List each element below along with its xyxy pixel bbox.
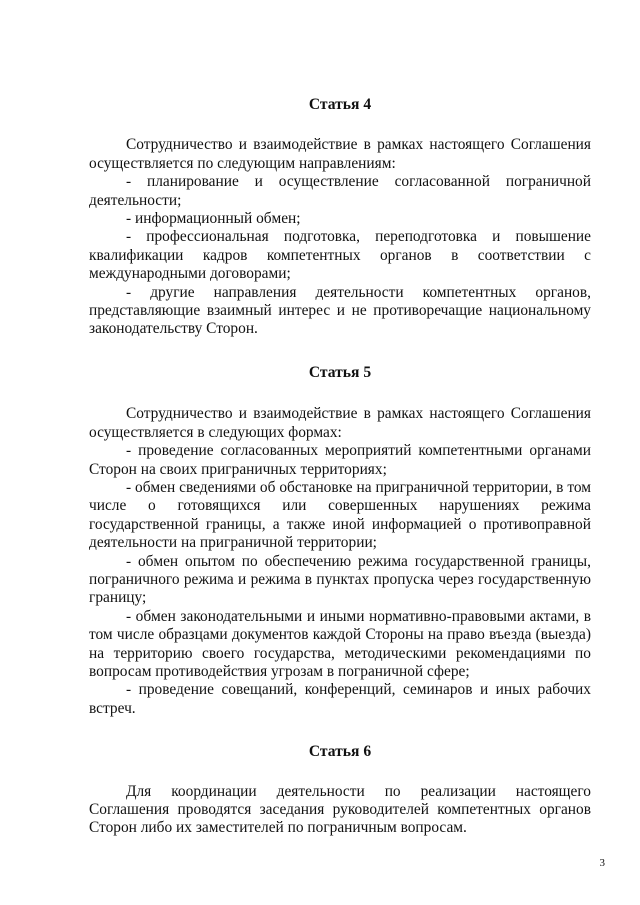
article-4-paragraph: Сотрудничество и взаимодействие в рамках настоящего Соглашения осуществляется по следующим направлениям: [89, 136, 591, 172]
article-5-paragraph: - обмен опытом по обеспечению режима государственной границы, пограничного режима и режима в пунктах пропуска через государственную границу; [89, 552, 591, 607]
article-5-title: Статья 5 [308, 363, 372, 381]
article-4-title: Статья 4 [308, 96, 372, 113]
article-4-paragraph: - профессиональная подготовка, переподготовка и повышение квалификации кадров компетентных органов в соответствии с международными договорами; [89, 228, 591, 283]
article-4-paragraph: - информационный обмен; [126, 210, 301, 228]
article-4-paragraph: - другие направления деятельности компетентных органов, представляющие взаимный интерес и не противоречащие национальному законодательству Сторон. [89, 283, 591, 338]
article-5 [89, 364, 591, 718]
article-4-paragraph: - планирование и осуществление согласованной пограничной деятельности; [89, 173, 591, 209]
article-5-paragraph: - обмен сведениями об обстановке на приграничной территории, в том числе о готовящихся или совершенных нарушениях режима государственной границы, а также иной информацией о противоправной деятельности на приграничной территории; [89, 478, 591, 552]
article-4 [89, 96, 591, 339]
article-6-paragraph: Для координации деятельности по реализации настоящего Соглашения проводятся заседания руководителей компетентных органов Сторон либо их заместителей по пограничным вопросам. [89, 782, 591, 837]
document-page [89, 96, 591, 838]
article-5-paragraph: Сотрудничество и взаимодействие в рамках настоящего Соглашения осуществляется в следующих формах: [89, 405, 591, 441]
article-5-paragraph: - проведение совещаний, конференций, семинаров и иных рабочих встреч. [89, 681, 591, 717]
article-6 [89, 743, 591, 838]
article-6-title: Статья 6 [308, 743, 372, 761]
article-5-paragraph: - обмен законодательными и иными нормативно-правовыми актами, в том числе образцами документов каждой Стороны на право въезда (выезда) на территорию своего государства, методическими рекомендациями по вопросам противодействия угрозам в пограничной сфере; [89, 607, 591, 680]
page-number: 3 [599, 857, 605, 869]
article-5-paragraph: - проведение согласованных мероприятий компетентными органами Сторон на своих приграничных территориях; [89, 442, 591, 478]
